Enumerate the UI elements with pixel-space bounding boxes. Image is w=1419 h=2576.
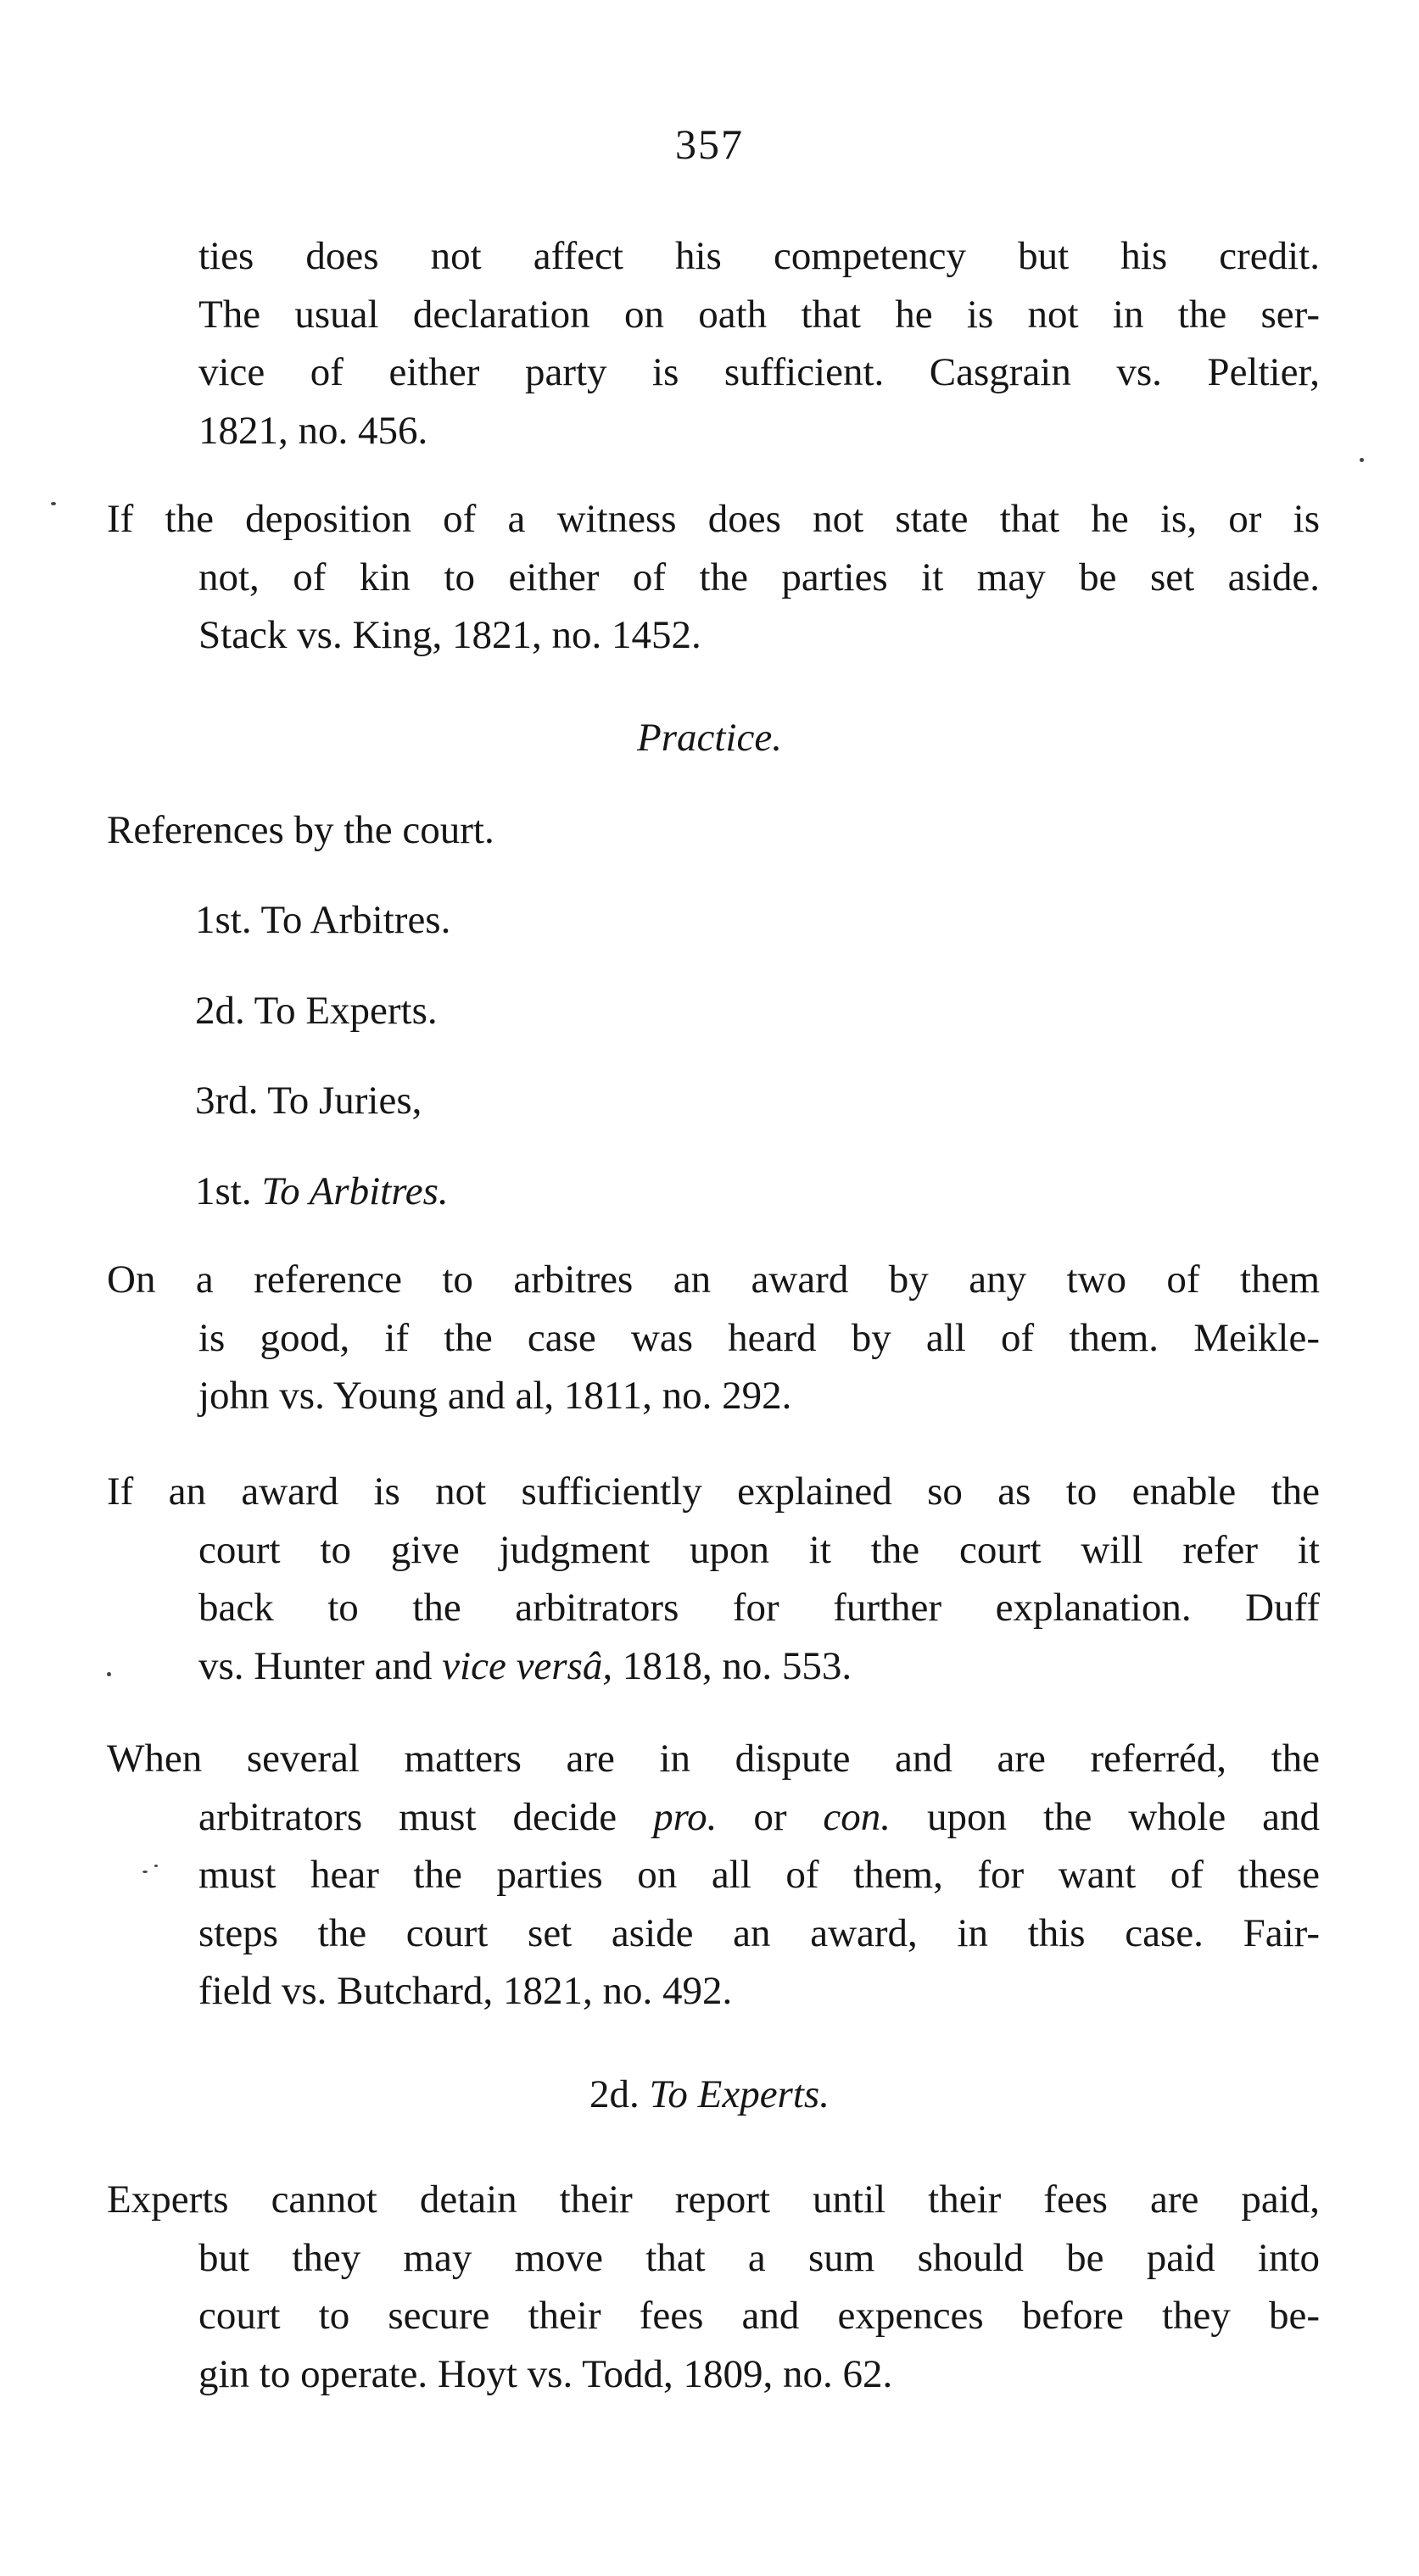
subsection-heading-experts (0, 2069, 1419, 2120)
text-line: ties does not affect his competency but his credit. (198, 234, 1320, 278)
reference-item: 3rd. To Juries, (195, 1079, 422, 1123)
paragraph-deposition (107, 490, 1320, 665)
text-line: If an award is not sufficiently explained so as to enable the (107, 1469, 1320, 1514)
italic-phrase: con. (823, 1794, 891, 1839)
text-line: gin to operate. Hoyt vs. Todd, 1809, no. 62. (198, 2351, 893, 2396)
paragraph-several-matters (107, 1730, 1320, 2021)
text-line: Stack vs. King, 1821, no. 1452. (198, 613, 701, 657)
text-line: back to the arbitrators for further explanation. Duff (198, 1586, 1320, 1630)
paragraph-experts-fees (107, 2171, 1320, 2403)
text-line: must hear the parties on all of them, for want of these (198, 1853, 1320, 1897)
scan-speck (107, 1672, 111, 1676)
text-line: is good, if the case was heard by all of them. Meikle- (198, 1315, 1320, 1360)
subsection-heading-arbitres (195, 1166, 449, 1217)
subsection-prefix: 1st. (195, 1169, 252, 1213)
italic-phrase: pro. (653, 1794, 718, 1839)
text-line: If the deposition of a witness does not state that he is, or is (107, 497, 1320, 541)
text-line (107, 1637, 1320, 1696)
text-segment: upon the whole and (891, 1794, 1320, 1839)
page-number: 357 (675, 120, 744, 168)
text-line: References by the court. (107, 808, 494, 852)
text-line: but they may move that a sum should be paid into (198, 2235, 1320, 2280)
paragraph-award-explained (107, 1463, 1320, 1695)
text-line: On a reference to arbitres an award by any two of them (107, 1257, 1320, 1302)
text-line: field vs. Butchard, 1821, no. 492. (198, 1969, 733, 2013)
scan-speck (142, 1871, 148, 1873)
scan-speck (154, 1865, 158, 1867)
text-line: court to give judgment upon it the court will refer it (198, 1527, 1320, 1572)
scan-speck (51, 502, 56, 505)
text-line: john vs. Young and al, 1811, no. 292. (198, 1374, 792, 1418)
text-line: The usual declaration on oath that he is not in the ser- (198, 292, 1320, 337)
scan-speck (1360, 458, 1364, 462)
text-line: not, of kin to either of the parties it may be set aside. (198, 555, 1320, 599)
text-line: When several matters are in dispute and are referréd, the (107, 1737, 1320, 1781)
text-line: vice of either party is sufficient. Casgrain vs. Peltier, (198, 350, 1320, 394)
text-line: steps the court set aside an award, in this case. Fair- (198, 1910, 1320, 1955)
text-segment: or (717, 1794, 824, 1839)
paragraph-witness-credit (107, 227, 1320, 460)
references-intro (107, 801, 1320, 860)
text-line: court to secure their fees and expences before they be- (198, 2294, 1320, 2338)
text-line: Experts cannot detain their report until their fees are paid, (107, 2177, 1320, 2222)
text-segment: arbitrators must decide (198, 1794, 654, 1839)
subsection-prefix: 2d. (589, 2072, 640, 2116)
reference-item: 2d. To Experts. (195, 989, 438, 1033)
text-line: 1821, no. 456. (198, 408, 428, 453)
subsection-title: To Experts. (649, 2072, 830, 2116)
text-line (107, 1788, 1320, 1847)
section-heading-practice: Practice. (637, 716, 782, 760)
subsection-title: To Arbitres. (261, 1169, 449, 1213)
text-segment: vs. Hunter and (198, 1643, 443, 1688)
italic-phrase: vice versâ, (442, 1643, 613, 1688)
text-segment: 1818, no. 553. (612, 1643, 852, 1688)
reference-item: 1st. To Arbitres. (195, 898, 451, 942)
paragraph-award-by-two (107, 1251, 1320, 1425)
